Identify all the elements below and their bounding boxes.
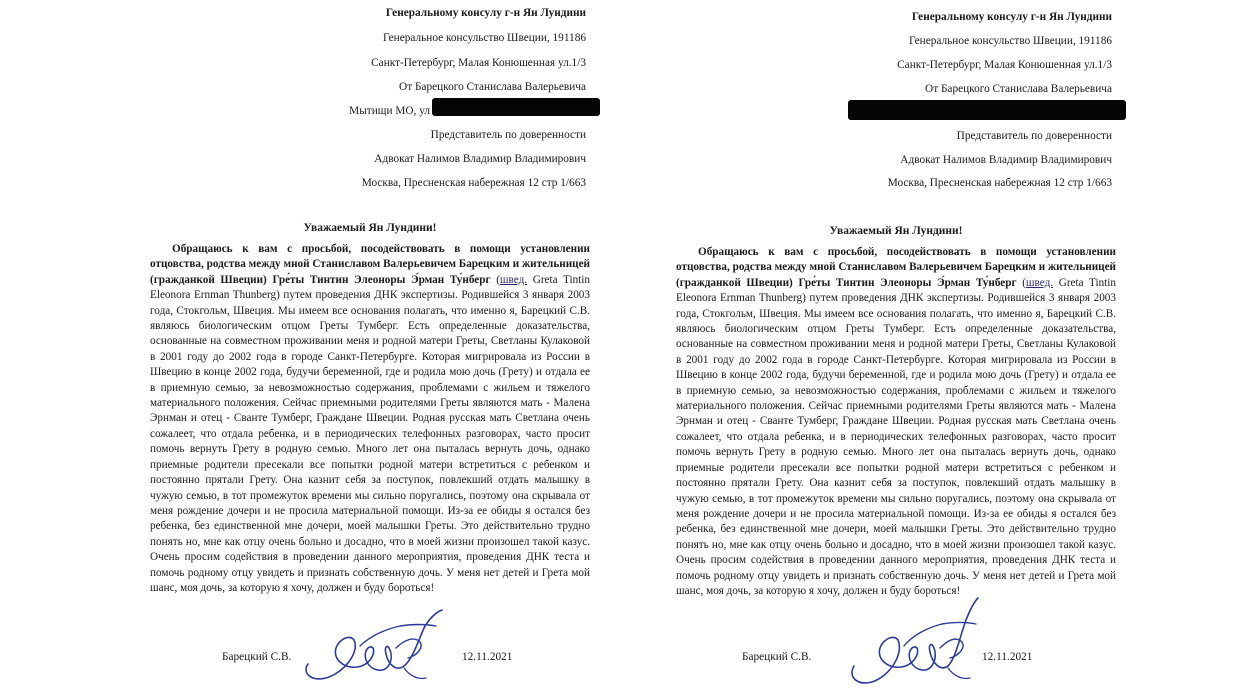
representative-label: Представитель по доверенности — [430, 129, 586, 141]
redaction-bar — [432, 98, 600, 116]
body-lead: Обращаюсь к вам с просьбой, посодействовать в помощи установлении отцовства, родства между мной Станиславом Валерьевичем Барецким и жительницей (гражданкой Швеции) Гре́ты Тинтин Элеоноры Э́рман Ту́нберг — [150, 243, 590, 286]
letter-page-right — [676, 0, 1116, 698]
lawyer-address: Москва, Пресненская набережная 12 стр 1/663 — [361, 177, 586, 189]
addressee-address: Санкт-Петербург, Малая Конюшенная ул.1/3 — [371, 57, 586, 69]
body-text: Greta Tintin Eleonora Ernman Thunberg) путем проведения ДНК экспертизы. Родившейся 3 января 2003 года, Стокгольм, Швеция. Мы имеем все основания полагать, что именно я, Барецкий С.В. являюсь биологическим отцом Греты Тумберг. Есть определенные доказательства, основанные на совместном проживании меня и родной матери Греты, Светланы Кулаковой в 2001 году до 2002 года в городе Санкт-Петербурге. Которая мигрировала из России в Швецию в конце 2002 года, будучи беременной, где и родила мою дочь (Грету) и отдала ее в приемную семью, за невозможностью содержания, проблемами с жильем и тяжелого материального положения. Сейчас приемными родителями Греты являются мать - Малена Эрнман и отец - Сванте Тумберг, Граждане Швеции. Родная русская мать Светлана очень сожалеет, что отдала ребенка, и в периодических телефонных разговорах, часто просит помочь вернуть Грету в родную семью. Много лет она пыталась вернуть дочь, однако приемные родители пресекали все попытки родной матери встретиться с ребенком и постоянно прятали Грету. Она казнит себя за поступок, повлекший отдать малышку в чужую семью, в тот промежуток времени мы сильно поругались, поэтому она скрывала от меня рождение дочери и не просила материальной помощи. Из-за ее обиды я остался без ребенка, без единственной мне дочери, моей малышки Греты. Это действительно трудно понять но, мне как отцу очень больно и досадно, что в моей жизни произошел такой казус. Очень просим содействия в проведении данного мероприятия, проведения ДНК теста и помочь родному отцу увидеть и признать собственную дочь. У меня нет детей и Грета мой шанс, моя дочь, за которую я хочу, должен и буду бороться! — [676, 276, 1116, 597]
addressee-consul: Генеральному консулу г-н Ян Лундини — [911, 11, 1112, 23]
sender-from: От Барецкого Станислава Валерьевича — [925, 83, 1112, 95]
lawyer-address: Москва, Пресненская набережная 12 стр 1/663 — [887, 177, 1112, 189]
lawyer-name: Адвокат Налимов Владимир Владимирович — [374, 153, 586, 165]
greeting: Уважаемый Ян Лундини! — [303, 222, 437, 234]
letter-body: Обращаюсь к вам с просьбой, посодействовать в помощи установлении отцовства, родства между мной Станиславом Валерьевичем Барецким и жительницей (гражданкой Швеции) Гре́ты Тинтин Элеоноры Э́рман Ту́нберг (швед. Greta Tintin Eleonora Ernman Thunberg) путем проведения ДНК экспертизы. Родившейся 3 января 2003 года, Стокгольм, Швеция. Мы имеем все основания полагать, что именно я, Барецкий С.В. являюсь биологическим отцом Греты Тумберг. Есть определенные доказательства, основанные на совместном проживании меня и родной матери Греты, Светланы Кулаковой в 2001 году до 2002 года в городе Санкт-Петербурге. Которая мигрировала из России в Швецию в конце 2002 года, будучи беременной, где и родила мою дочь (Грету) и отдала ее в приемную семью, за невозможностью содержания, проблемами с жильем и тяжелого материального положения. Сейчас приемными родителями Греты являются мать - Малена Эрнман и отец - Сванте Тумберг, Граждане Швеции. Родная русская мать Светлана очень сожалеет, что отдала ребенка, и в периодических телефонных разговорах, часто просит помочь вернуть Грету в родную семью. Много лет она пыталась вернуть дочь, однако приемные родители пресекали все попытки родной матери встретиться с ребенком и постоянно прятали Грету. Она казнит себя за поступок, повлекший отдать малышку в чужую семью, в тот промежуток времени мы сильно поругались, поэтому она скрывала от меня рождение дочери и не просила материальной помощи. Из-за ее обиды я остался без ребенка, без единственной мне дочери, моей малышки Греты. Это действительно трудно понять но, мне как отцу очень больно и досадно, что в моей жизни произошел такой казус. Очень просим содействия в проведении данного мероприятия, проведения ДНК теста и помочь родному отцу увидеть и признать собственную дочь. У меня нет детей и Грета мой шанс, моя дочь, за которую я хочу, должен и буду бороться! — [150, 243, 590, 594]
letter-body: Обращаюсь к вам с просьбой, посодействовать в помощи установлении отцовства, родства между мной Станиславом Валерьевичем Барецким и жительницей (гражданкой Швеции) Гре́ты Тинтин Элеоноры Э́рман Ту́нберг (швед. Greta Tintin Eleonora Ernman Thunberg) путем проведения ДНК экспертизы. Родившейся 3 января 2003 года, Стокгольм, Швеция. Мы имеем все основания полагать, что именно я, Барецкий С.В. являюсь биологическим отцом Греты Тумберг. Есть определенные доказательства, основанные на совместном проживании меня и родной матери Греты, Светланы Кулаковой в 2001 году до 2002 года в городе Санкт-Петербурге. Которая мигрировала из России в Швецию в конце 2002 года, будучи беременной, где и родила мою дочь (Грету) и отдала ее в приемную семью, за невозможностью содержания, проблемами с жильем и тяжелого материального положения. Сейчас приемными родителями Греты являются мать - Малена Эрнман и отец - Сванте Тумберг, Граждане Швеции. Родная русская мать Светлана очень сожалеет, что отдала ребенка, и в периодических телефонных разговорах, часто просит помочь вернуть Грету в родную семью. Много лет она пыталась вернуть дочь, однако приемные родители пресекали все попытки родной матери встретиться с ребенком и постоянно прятали Грету. Она казнит себя за поступок, повлекший отдать малышку в чужую семью, в тот промежуток времени мы сильно поругались, поэтому она скрывала от меня рождение дочери и не просила материальной помощи. Из-за ее обиды я остался без ребенка, без единственной мне дочери, моей малышки Греты. Это действительно трудно понять но, мне как отцу очень больно и досадно, что в моей жизни произошел такой казус. Очень просим содействия в проведении данного мероприятия, проведения ДНК теста и помочь родному отцу увидеть и признать собственную дочь. У меня нет детей и Грета мой шанс, моя дочь, за которую я хочу, должен и буду бороться! — [676, 246, 1116, 597]
signature-image — [300, 606, 450, 688]
swedish-link[interactable]: швед. — [1025, 276, 1054, 289]
letter-date: 12.11.2021 — [982, 651, 1033, 663]
letter-date: 12.11.2021 — [462, 651, 513, 663]
redaction-bar — [848, 100, 1126, 120]
representative-label: Представитель по доверенности — [956, 130, 1112, 142]
sender-city: Мытищи МО, ул — [349, 105, 430, 117]
sender-from: От Барецкого Станислава Валерьевича — [399, 81, 586, 93]
signer-name: Барецкий С.В. — [742, 651, 812, 663]
greeting: Уважаемый Ян Лундини! — [829, 225, 963, 237]
addressee-consulate: Генеральное консульство Швеции, 191186 — [909, 35, 1112, 47]
signature-image — [844, 596, 984, 692]
letter-page-left — [150, 0, 590, 698]
swedish-link[interactable]: швед. — [499, 273, 528, 286]
body-lead: Обращаюсь к вам с просьбой, посодействовать в помощи установлении отцовства, родства между мной Станиславом Валерьевичем Барецким и жительницей (гражданкой Швеции) Гре́ты Тинтин Элеоноры Э́рман Ту́нберг — [676, 246, 1116, 289]
addressee-consul: Генеральному консулу г-н Ян Лундини — [385, 7, 586, 19]
body-text: Greta Tintin Eleonora Ernman Thunberg) путем проведения ДНК экспертизы. Родившейся 3 января 2003 года, Стокгольм, Швеция. Мы имеем все основания полагать, что именно я, Барецкий С.В. являюсь биологическим отцом Греты Тумберг. Есть определенные доказательства, основанные на совместном проживании меня и родной матери Греты, Светланы Кулаковой в 2001 году до 2002 года в городе Санкт-Петербурге. Которая мигрировала из России в Швецию в конце 2002 года, будучи беременной, где и родила мою дочь (Грету) и отдала ее в приемную семью, за невозможностью содержания, проблемами с жильем и тяжелого материального положения. Сейчас приемными родителями Греты являются мать - Малена Эрнман и отец - Сванте Тумберг, Граждане Швеции. Родная русская мать Светлана очень сожалеет, что отдала ребенка, и в периодических телефонных разговорах, часто просит помочь вернуть Грету в родную семью. Много лет она пыталась вернуть дочь, однако приемные родители пресекали все попытки родной матери встретиться с ребенком и постоянно прятали Грету. Она казнит себя за поступок, повлекший отдать малышку в чужую семью, в тот промежуток времени мы сильно поругались, поэтому она скрывала от меня рождение дочери и не просила материальной помощи. Из-за ее обиды я остался без ребенка, без единственной мне дочери, моей малышки Греты. Это действительно трудно понять но, мне как отцу очень больно и досадно, что в моей жизни произошел такой казус. Очень просим содействия в проведении данного мероприятия, проведения ДНК теста и помочь родному отцу увидеть и признать собственную дочь. У меня нет детей и Грета мой шанс, моя дочь, за которую я хочу, должен и буду бороться! — [150, 273, 590, 594]
signer-name: Барецкий С.В. — [222, 651, 292, 663]
lawyer-name: Адвокат Налимов Владимир Владимирович — [900, 154, 1112, 166]
addressee-consulate: Генеральное консульство Швеции, 191186 — [383, 32, 586, 44]
addressee-address: Санкт-Петербург, Малая Конюшенная ул.1/3 — [897, 59, 1112, 71]
